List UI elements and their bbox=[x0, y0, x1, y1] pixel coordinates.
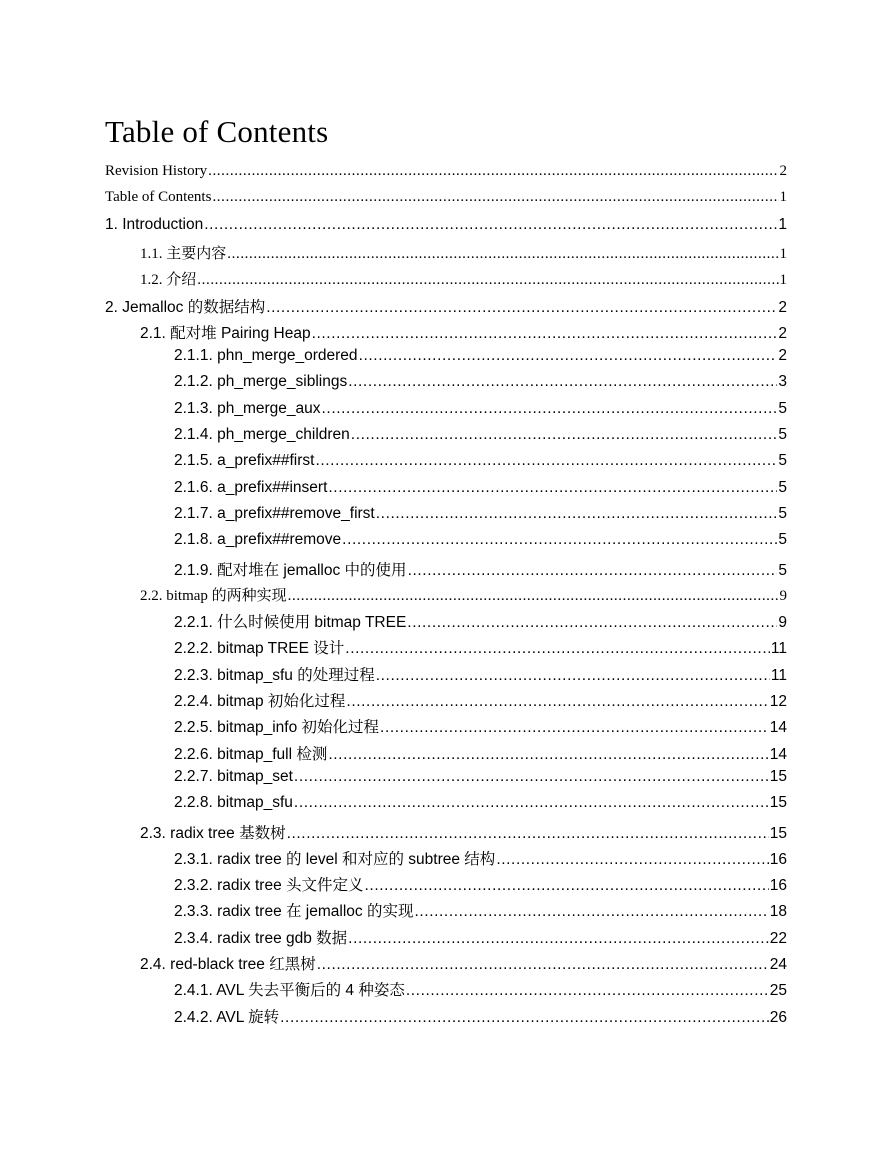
toc-dot-leader bbox=[365, 877, 769, 895]
toc-entry[interactable] bbox=[174, 873, 787, 893]
toc-entry-page-number: 5 bbox=[778, 531, 787, 549]
toc-entry-label: Revision History bbox=[105, 163, 208, 179]
toc-dot-leader bbox=[342, 531, 777, 549]
toc-entry-label: 2.1.5. a_prefix##first bbox=[174, 452, 315, 470]
toc-entry[interactable] bbox=[174, 689, 787, 709]
toc-entry-label: 2.1.2. ph_merge_siblings bbox=[174, 373, 348, 391]
toc-entry[interactable] bbox=[140, 242, 787, 262]
toc-entry-page-number: 9 bbox=[778, 614, 787, 632]
toc-entry-label: 2.1.6. a_prefix##insert bbox=[174, 478, 328, 496]
toc-entry[interactable] bbox=[174, 347, 787, 367]
toc-entry-label: 2.2.5. bitmap_info 初始化过程 bbox=[174, 719, 380, 737]
toc-entry-page-number: 9 bbox=[779, 587, 787, 604]
toc-dot-leader bbox=[315, 452, 777, 470]
toc-dot-leader bbox=[496, 851, 768, 869]
toc-dot-leader bbox=[294, 768, 769, 786]
toc-entry-page-number: 5 bbox=[778, 478, 787, 496]
toc-dot-leader bbox=[322, 400, 778, 418]
toc-entry-label: 2.4.2. AVL 旋转 bbox=[174, 1008, 280, 1026]
toc-dot-leader bbox=[406, 982, 769, 1000]
toc-entry-page-number: 15 bbox=[769, 824, 787, 842]
toc-entry-page-number: 2 bbox=[778, 298, 787, 316]
toc-dot-leader bbox=[328, 746, 768, 764]
toc-entry-page-number: 5 bbox=[778, 504, 787, 522]
toc-entry-label: 2.2.1. 什么时候使用 bitmap TREE bbox=[174, 614, 407, 632]
toc-entry[interactable] bbox=[174, 663, 787, 683]
toc-entry[interactable] bbox=[174, 452, 787, 472]
toc-entry[interactable] bbox=[140, 821, 787, 841]
toc-entry[interactable] bbox=[174, 373, 787, 393]
toc-entry-label: 2.1.9. 配对堆在 jemalloc 中的使用 bbox=[174, 561, 407, 579]
toc-entry-page-number: 16 bbox=[769, 850, 787, 868]
toc-dot-leader bbox=[408, 562, 778, 580]
toc-entry-page-number: 25 bbox=[769, 982, 787, 1000]
toc-entry-label: Table of Contents bbox=[105, 189, 212, 206]
toc-entry[interactable] bbox=[174, 715, 787, 735]
toc-dot-leader bbox=[348, 930, 769, 948]
toc-entry[interactable] bbox=[174, 479, 787, 499]
toc-entry[interactable] bbox=[105, 216, 787, 236]
toc-entry-label: 2.2.4. bitmap 初始化过程 bbox=[174, 693, 346, 710]
toc-entry-page-number: 5 bbox=[778, 399, 787, 417]
toc-dot-leader bbox=[197, 272, 778, 289]
toc-entry-label: 2.2. bitmap 的两种实现 bbox=[140, 587, 287, 604]
toc-entry-label: 2.4.1. AVL 失去平衡后的 4 种姿态 bbox=[174, 982, 405, 1000]
toc-dot-leader bbox=[376, 505, 778, 523]
toc-dot-leader bbox=[208, 163, 778, 180]
toc-entry-label: 2.2.7. bitmap_set bbox=[174, 767, 293, 785]
toc-entry[interactable] bbox=[174, 531, 787, 551]
toc-dot-leader bbox=[227, 246, 778, 263]
toc-entry[interactable] bbox=[140, 584, 787, 604]
toc-dot-leader bbox=[407, 614, 777, 632]
toc-dot-leader bbox=[414, 903, 768, 921]
toc-entry-page-number: 2 bbox=[778, 347, 787, 365]
toc-dot-leader bbox=[266, 299, 777, 317]
toc-entry-page-number: 12 bbox=[769, 693, 787, 710]
toc-entry-page-number: 22 bbox=[769, 929, 787, 947]
toc-entry[interactable] bbox=[105, 295, 787, 315]
toc-entry[interactable] bbox=[174, 400, 787, 420]
toc-entry[interactable] bbox=[174, 926, 787, 946]
toc-entry-page-number: 2 bbox=[779, 163, 787, 179]
toc-entry-label: 2.2.2. bitmap TREE 设计 bbox=[174, 640, 345, 658]
toc-entry-label: 1. Introduction bbox=[105, 215, 204, 233]
toc-entry[interactable] bbox=[174, 978, 787, 998]
toc-entry-label: 2.3. radix tree 基数树 bbox=[140, 824, 286, 842]
toc-entry-page-number: 18 bbox=[769, 903, 787, 921]
toc-entry[interactable] bbox=[174, 768, 787, 788]
toc-entry-page-number: 1 bbox=[779, 272, 787, 289]
toc-entry-label: 2.1.7. a_prefix##remove_first bbox=[174, 504, 375, 522]
toc-entry[interactable] bbox=[174, 610, 787, 630]
toc-entry[interactable] bbox=[174, 899, 787, 919]
toc-dot-leader bbox=[312, 325, 778, 343]
toc-entry[interactable] bbox=[105, 189, 787, 209]
toc-entry[interactable] bbox=[174, 558, 787, 578]
toc-dot-leader bbox=[287, 825, 769, 843]
toc-entry-page-number: 11 bbox=[770, 666, 787, 684]
toc-entry-page-number: 2 bbox=[778, 324, 787, 342]
toc-entry-page-number: 16 bbox=[769, 877, 787, 895]
toc-entry[interactable] bbox=[140, 268, 787, 288]
toc-entry-page-number: 11 bbox=[770, 640, 787, 658]
toc-dot-leader bbox=[204, 216, 777, 234]
toc-entry-label: 1.2. 介绍 bbox=[140, 272, 197, 289]
toc-entry[interactable] bbox=[174, 794, 787, 814]
toc-dot-leader bbox=[348, 373, 777, 391]
toc-entry-page-number: 5 bbox=[778, 452, 787, 470]
toc-entry-page-number: 24 bbox=[769, 956, 787, 973]
toc-entry[interactable] bbox=[174, 1005, 787, 1025]
toc-entry-page-number: 1 bbox=[779, 245, 787, 262]
toc-entry-label: 2.1.4. ph_merge_children bbox=[174, 426, 350, 443]
toc-entry-page-number: 1 bbox=[779, 189, 787, 206]
toc-entry-label: 2.1.1. phn_merge_ordered bbox=[174, 347, 358, 365]
toc-entry[interactable] bbox=[105, 163, 787, 183]
toc-entry-page-number: 15 bbox=[769, 767, 787, 785]
toc-entry-label: 2.3.4. radix tree gdb 数据 bbox=[174, 929, 348, 947]
toc-entry-label: 2.3.1. radix tree 的 level 和对应的 subtree 结构 bbox=[174, 850, 496, 868]
toc-entry[interactable] bbox=[174, 742, 787, 762]
toc-entry-label: 2.3.3. radix tree 在 jemalloc 的实现 bbox=[174, 903, 414, 921]
toc-dot-leader bbox=[280, 1009, 769, 1027]
toc-entry-page-number: 3 bbox=[778, 373, 787, 391]
toc-dot-leader bbox=[294, 794, 769, 812]
toc-entry-label: 2.1.3. ph_merge_aux bbox=[174, 399, 321, 417]
toc-entry-label: 2.2.3. bitmap_sfu 的处理过程 bbox=[174, 666, 375, 684]
page-title: Table of Contents bbox=[105, 114, 329, 149]
toc-entry-page-number: 5 bbox=[778, 561, 787, 579]
toc-dot-leader bbox=[317, 956, 769, 974]
toc-entry-page-number: 1 bbox=[778, 215, 787, 233]
toc-entry-page-number: 26 bbox=[769, 1008, 787, 1026]
toc-entry-label: 2.2.8. bitmap_sfu bbox=[174, 794, 293, 812]
toc-entry[interactable] bbox=[140, 321, 787, 341]
toc-entry-page-number: 15 bbox=[769, 794, 787, 812]
toc-dot-leader bbox=[380, 719, 769, 737]
toc-entry-page-number: 14 bbox=[769, 745, 787, 763]
toc-dot-leader bbox=[328, 479, 777, 497]
toc-entry-label: 2.1.8. a_prefix##remove bbox=[174, 531, 342, 549]
toc-entry[interactable] bbox=[174, 847, 787, 867]
toc-entry[interactable] bbox=[140, 952, 787, 972]
toc-entry-label: 2.1. 配对堆 Pairing Heap bbox=[140, 324, 311, 342]
toc-entry[interactable] bbox=[174, 636, 787, 656]
toc-entry-label: 2.2.6. bitmap_full 检测 bbox=[174, 745, 328, 763]
toc-entry-page-number: 14 bbox=[769, 719, 787, 737]
toc-entry-page-number: 5 bbox=[778, 426, 787, 443]
toc-dot-leader bbox=[376, 667, 770, 685]
toc-entry-label: 2. Jemalloc 的数据结构 bbox=[105, 298, 266, 316]
toc-entry[interactable] bbox=[174, 426, 787, 446]
toc-dot-leader bbox=[346, 693, 768, 711]
toc-entry-label: 2.4. red-black tree 红黑树 bbox=[140, 956, 316, 973]
toc-entry[interactable] bbox=[174, 505, 787, 525]
toc-dot-leader bbox=[359, 347, 778, 365]
toc-dot-leader bbox=[351, 426, 778, 444]
toc-entry-label: 1.1. 主要内容 bbox=[140, 245, 227, 262]
toc-dot-leader bbox=[212, 189, 778, 206]
toc-dot-leader bbox=[345, 640, 770, 658]
toc-dot-leader bbox=[288, 588, 779, 605]
toc-entry-label: 2.3.2. radix tree 头文件定义 bbox=[174, 877, 364, 895]
